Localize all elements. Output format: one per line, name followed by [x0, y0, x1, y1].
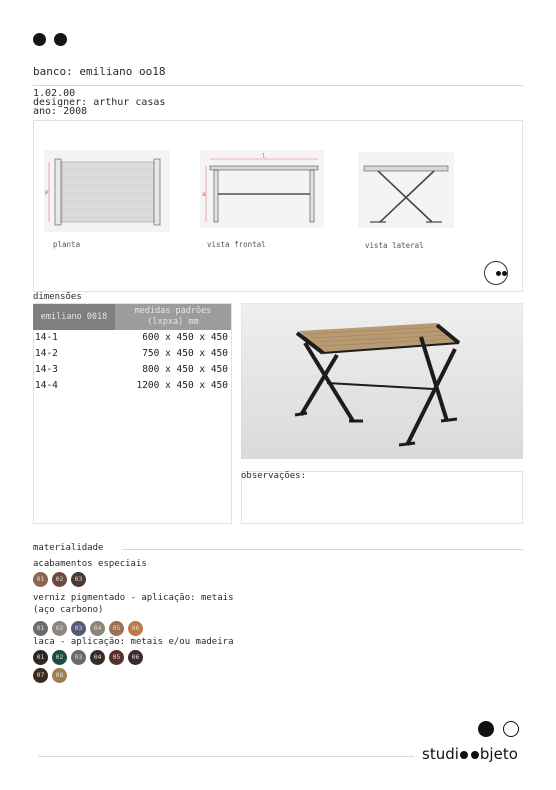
observations-label: observações: — [241, 471, 307, 481]
row-code: 14-2 — [35, 348, 58, 359]
brand-wordmark — [422, 745, 518, 763]
table-row — [33, 346, 231, 362]
brand-dot-outline — [503, 721, 519, 737]
swatch-g1-03[interactable]: 03 — [71, 572, 86, 587]
brand-wordmark-dot-b — [471, 751, 479, 759]
brand-wordmark-a: studi — [422, 745, 459, 763]
side-drawing — [358, 152, 454, 228]
column-header-sizes-line1: medidas padrões — [134, 306, 212, 316]
swatch-g3-03[interactable]: 03 — [71, 650, 86, 665]
brand-wordmark-b: bjeto — [479, 745, 518, 763]
product-photo — [241, 303, 523, 459]
swatch-g3-02[interactable]: 02 — [52, 650, 67, 665]
front-drawing — [200, 150, 324, 228]
swatch-g2-06[interactable]: 06 — [128, 621, 143, 636]
table-header-row — [33, 304, 231, 330]
swatch-g1-01[interactable]: 01 — [33, 572, 48, 587]
swatch-g3-08[interactable]: 08 — [52, 668, 67, 683]
plan-caption: planta — [53, 240, 81, 249]
column-header-sizes — [115, 304, 231, 330]
table-row — [33, 378, 231, 394]
logo-dot-right — [54, 33, 67, 46]
materials-heading: materialidade — [33, 543, 104, 553]
row-size: 600 x 450 x 450 — [142, 332, 228, 343]
swatch-g1-02[interactable]: 02 — [52, 572, 67, 587]
swatch-g3-05[interactable]: 05 — [109, 650, 124, 665]
year: ano: 2008 — [33, 106, 88, 117]
front-caption: vista frontal — [207, 240, 266, 249]
brand-mark-icon — [484, 261, 508, 285]
row-size: 1200 x 450 x 450 — [136, 380, 228, 391]
group1-title: acabamentos especiais — [33, 559, 147, 569]
materials-divider — [122, 549, 523, 550]
swatch-g2-03[interactable]: 03 — [71, 621, 86, 636]
group2-title-line1: verniz pigmentado - aplicação: metais — [33, 593, 234, 603]
column-header-model: emiliano 0018 — [33, 304, 115, 330]
row-code: 14-1 — [35, 332, 58, 343]
dim-a-label: a — [202, 191, 206, 198]
row-code: 14-3 — [35, 364, 58, 375]
plan-drawing — [44, 150, 170, 232]
designer: designer: arthur casas — [33, 97, 166, 108]
swatch-g3-07[interactable]: 07 — [33, 668, 48, 683]
table-row — [33, 362, 231, 378]
swatch-g2-02[interactable]: 02 — [52, 621, 67, 636]
swatch-g3-01[interactable]: 01 — [33, 650, 48, 665]
dimensions-table — [33, 304, 231, 394]
column-header-sizes-line2: (lxpxa) mm — [147, 317, 199, 327]
logo-dot-left — [33, 33, 46, 46]
group3-title: laca - aplicação: metais e/ou madeira — [33, 637, 234, 647]
side-caption: vista lateral — [365, 241, 424, 250]
page-title: banco: emiliano oo18 — [33, 65, 166, 78]
swatch-g2-05[interactable]: 05 — [109, 621, 124, 636]
swatch-g3-06[interactable]: 06 — [128, 650, 143, 665]
title-divider — [33, 85, 523, 86]
product-code: 1.02.00 — [33, 88, 76, 99]
row-code: 14-4 — [35, 380, 58, 391]
swatch-g2-04[interactable]: 04 — [90, 621, 105, 636]
table-row — [33, 330, 231, 346]
row-size: 800 x 450 x 450 — [142, 364, 228, 375]
dim-p-label: P — [45, 190, 49, 197]
dim-l-label: l — [262, 153, 266, 160]
brand-dot-filled — [478, 721, 494, 737]
swatch-g3-04[interactable]: 04 — [90, 650, 105, 665]
swatch-g2-01[interactable]: 01 — [33, 621, 48, 636]
brand-wordmark-dot-a — [460, 751, 468, 759]
row-size: 750 x 450 x 450 — [142, 348, 228, 359]
group2-title-line2: (aço carbono) — [33, 605, 104, 615]
footer-divider — [38, 756, 414, 757]
dimensions-heading: dimensões — [33, 292, 82, 302]
